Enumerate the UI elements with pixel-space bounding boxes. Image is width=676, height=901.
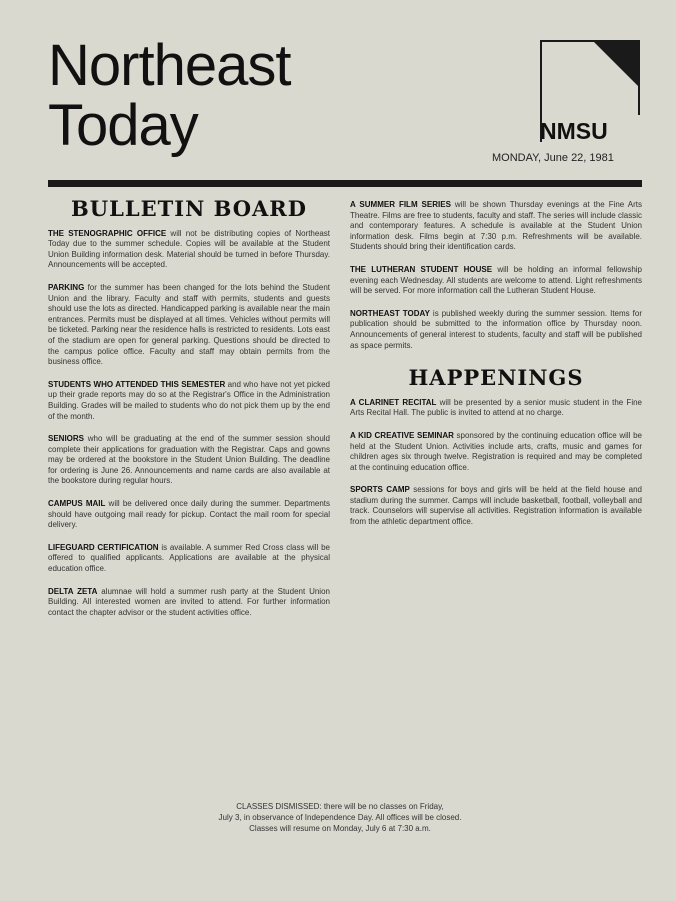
footer-line: Classes will resume on Monday, July 6 at 7:30 a.m.	[249, 824, 431, 833]
bulletin-item	[48, 543, 330, 575]
item-text: sponsored by the continuing education office will be held at the Student Union. Activities include arts, crafts, music and games for children ages six through twelve. Registration is required and may be completed at the continuing education office.	[350, 430, 642, 472]
happening-item	[350, 485, 642, 527]
item-text: sessions for boys and girls will be held at the field house and stadium during the summer. Camps will include basketball, football, volleyball and track. Counselors will supervise all activities. Registration information is available from the athletic department office.	[350, 485, 643, 527]
item-text: for the summer has been changed for the lots behind the Student Union and the library. Faculty and staff with permits, students and guests should use the lots as directed. Handicapped parking is available near the main entrances. Permits must be displayed at all times. Vehicles without permits will be ticketed. Parking near the residence halls is restricted to residents. Lots east of the stadium are open for general parking. Questions should be directed to the campus police office. Faculty and staff may obtain permits from the business office.	[48, 282, 330, 367]
item-lead: THE LUTHERAN STUDENT HOUSE	[350, 264, 493, 274]
bulletin-item	[48, 283, 330, 368]
item-text: alumnae will hold a summer rush party at the Student Union Building. All interested women are invited to attend. For further information contact the chapter advisor or the student activities office.	[48, 586, 330, 617]
item-lead: STUDENTS WHO ATTENDED THIS SEMESTER	[48, 379, 226, 389]
bulletin-item	[48, 499, 330, 531]
item-text: is available. A summer Red Cross class will be offered to qualified applicants. Applications are available at the physical education office.	[48, 542, 330, 574]
footer-line: CLASSES DISMISSED: there will be no classes on Friday,	[236, 802, 444, 811]
bulletin-item	[48, 380, 330, 422]
item-text: and who have not yet picked up their grade reports may do so at the Registrar's Office in the Administration Building. Grades will be mailed to students who do not pick them up by the end of the month.	[48, 379, 330, 421]
happening-item	[350, 398, 642, 419]
item-lead: THE STENOGRAPHIC OFFICE	[48, 228, 167, 238]
bulletin-item	[48, 434, 330, 487]
item-lead: A SUMMER FILM SERIES	[350, 200, 451, 209]
item-text: is published weekly during the summer session. Items for publication should be submitted to the information office by Thursday noon. Announcements of general interest to students, faculty and staff will be published as space permits.	[350, 308, 642, 350]
item-lead: SENIORS	[48, 434, 85, 444]
bulletin-item	[350, 309, 642, 351]
item-text: who will be graduating at the end of the summer session should complete their applications for graduation with the Registrar. Caps and gowns may be ordered at the bookstore in the Student Union Building. The deadline for ordering is June 26. Announcements and name cards are also available at the bookstore during regular hours.	[48, 434, 330, 486]
item-lead: LIFEGUARD CERTIFICATION	[48, 542, 159, 552]
item-lead: A CLARINET RECITAL	[350, 397, 437, 407]
footer-line: July 3, in observance of Independence Day. All offices will be closed.	[218, 813, 462, 822]
nmsu-logo	[540, 40, 640, 142]
bulletin-item	[350, 265, 642, 297]
item-lead: NORTHEAST TODAY	[350, 308, 430, 318]
bulletin-item	[48, 229, 330, 271]
item-text: will be holding an informal fellowship evening each Wednesday. All students are welcome to attend. Light refreshments will be served. For more information call the Lutheran Student House.	[350, 264, 643, 296]
footer-notice	[150, 801, 530, 834]
item-lead: CAMPUS MAIL	[48, 499, 106, 509]
item-text: will not be distributing copies of Northeast Today due to the summer schedule. Copies will be available at the Student Union Building information desk. Material should be turned in before Thursday. Announcements will be accepted.	[48, 228, 331, 270]
item-lead: SPORTS CAMP	[350, 485, 410, 495]
masthead-title-line2: Today	[48, 93, 198, 158]
happenings-heading: HAPPENINGS	[408, 365, 584, 391]
happening-item	[350, 431, 642, 473]
issue-date: MONDAY, June 22, 1981	[492, 152, 614, 164]
bulletin-item	[48, 587, 330, 619]
masthead-title	[48, 33, 291, 158]
item-text: will be presented by a senior music student in the Fine Arts Recital Hall. The public is invited to attend at no charge.	[350, 397, 642, 418]
logo-text: NMSU	[540, 118, 608, 144]
item-text: will be delivered once daily during the summer. Departments should have outgoing mail ready for pickup. Contact the mail room for special delivery.	[48, 499, 330, 530]
item-lead: PARKING	[48, 282, 85, 292]
header-rule	[48, 180, 642, 187]
item-lead: DELTA ZETA	[48, 586, 98, 596]
item-lead: A KID CREATIVE SEMINAR	[350, 430, 454, 440]
masthead-title-line1: Northeast	[48, 33, 291, 98]
bulletin-board-heading: BULLETIN BOARD	[71, 196, 307, 221]
left-column	[48, 196, 331, 630]
bulletin-item	[350, 200, 642, 253]
item-text: will be shown Thursday evenings at the Fine Arts Theatre. Films are free to students, faculty and staff. The series will include classic and contemporary features. A schedule is available at the Student Union information desk. Films begin at 7:30 p.m. Refreshments will be available. Students should bring their identification cards.	[350, 200, 642, 252]
right-column	[350, 200, 642, 540]
